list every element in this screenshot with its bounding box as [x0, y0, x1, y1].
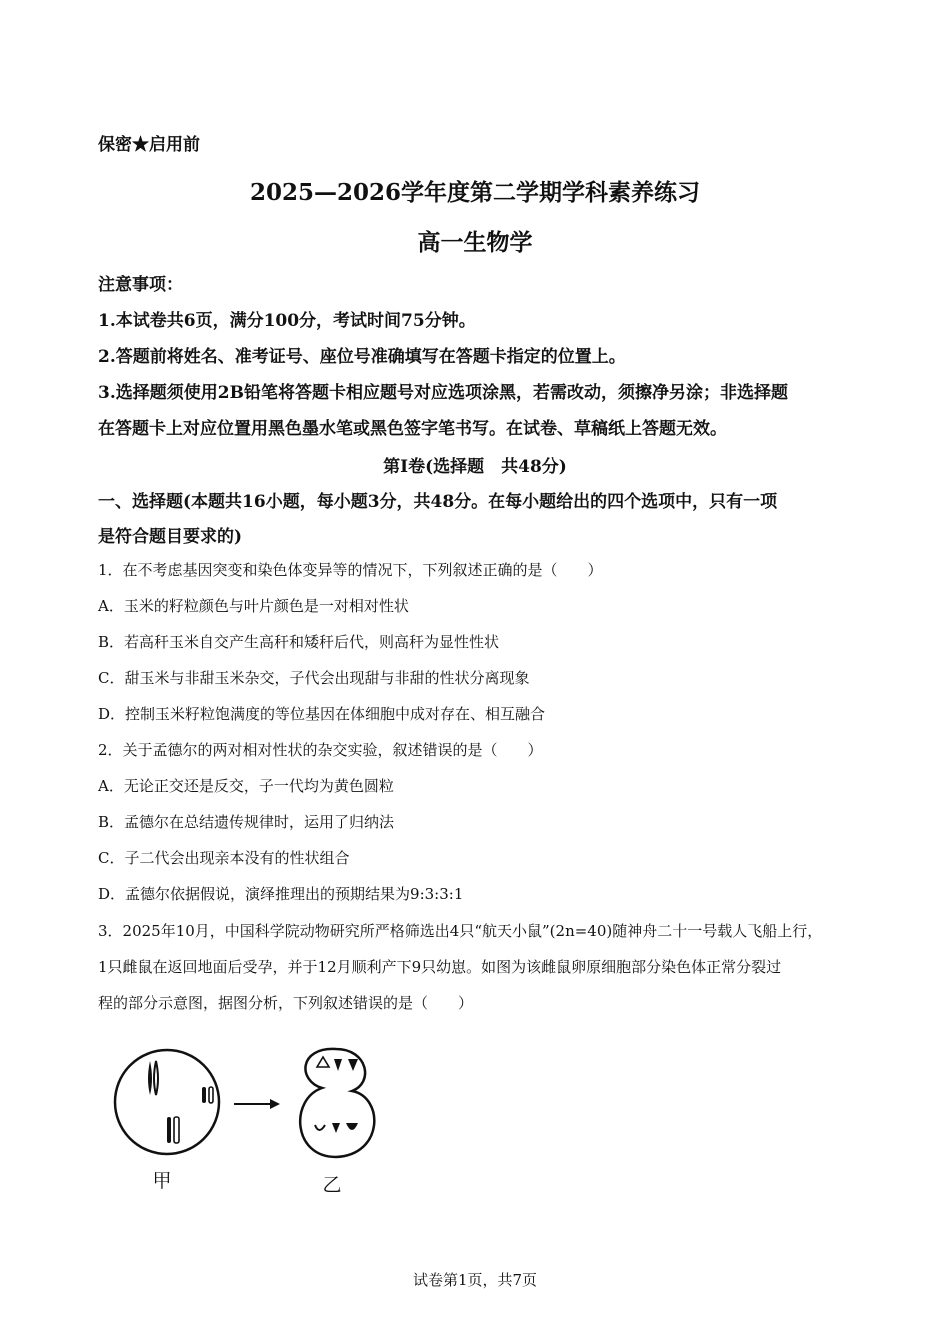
page-title: 2025—2026学年度第二学期学科素养练习 — [249, 179, 701, 206]
question-2-option-b: B．孟德尔在总结遗传规律时，运用了归纳法 — [98, 813, 395, 831]
question-1-option-d: D．控制玉米籽粒饱满度的等位基因在体细胞中成对存在、相互融合 — [98, 705, 546, 723]
question-1-option-c: C．甜玉米与非甜玉米杂交，子代会出现甜与非甜的性状分离现象 — [98, 669, 530, 687]
figure-label-jia: 甲 — [152, 1170, 172, 1192]
question-2-option-a: A．无论正交还是反交，子一代均为黄色圆粒 — [98, 777, 394, 795]
note-item: 1.本试卷共6页，满分100分，考试时间75分钟。 — [98, 311, 476, 331]
note-item: 3.选择题须使用2B铅笔将答题卡相应题号对应选项涂黑，若需改动，须擦净另涂；非选择题 — [98, 383, 788, 403]
question-2-option-c: C．子二代会出现亲本没有的性状组合 — [98, 849, 350, 867]
question-1-option-b: B．若高秆玉米自交产生高秆和矮秆后代，则高秆为显性性状 — [98, 633, 500, 651]
page-footer: 试卷第1页，共7页 — [412, 1271, 538, 1289]
arrow-icon — [234, 1099, 280, 1109]
cell-division-figure — [112, 1045, 392, 1195]
confidential-label: 保密★启用前 — [98, 135, 200, 155]
notes-heading: 注意事项： — [98, 275, 183, 295]
cell-jia — [115, 1050, 219, 1154]
page-subtitle: 高一生物学 — [417, 229, 533, 256]
note-item: 在答题卡上对应位置用黑色墨水笔或黑色签字笔书写。在试卷、草稿纸上答题无效。 — [98, 419, 727, 439]
figure-label-yi: 乙 — [322, 1174, 342, 1195]
question-2-stem: 2．关于孟德尔的两对相对性状的杂交实验，叙述错误的是（ ） — [98, 741, 543, 759]
question-1-option-a: A．玉米的籽粒颜色与叶片颜色是一对相对性状 — [98, 597, 409, 615]
question-3-stem: 1只雌鼠在返回地面后受孕，并于12月顺利产下9只幼崽。如图为该雌鼠卵原细胞部分染色体正常分裂过 — [98, 958, 782, 976]
cell-yi — [300, 1049, 374, 1157]
question-2-option-d: D．孟德尔依据假说，演绎推理出的预期结果为9:3:3:1 — [98, 885, 464, 903]
section-title: 第Ⅰ卷(选择题 共48分) — [383, 457, 567, 477]
note-item: 2.答题前将姓名、准考证号、座位号准确填写在答题卡指定的位置上。 — [98, 347, 626, 367]
question-1-stem: 1．在不考虑基因突变和染色体变异等的情况下，下列叙述正确的是（ ） — [98, 561, 603, 579]
question-3-stem: 3．2025年10月，中国科学院动物研究所严格筛选出4只“航天小鼠”(2n=40)随神舟二十一号载人飞船上行， — [98, 922, 823, 940]
section-instruction: 一、选择题(本题共16小题，每小题3分，共48分。在每小题给出的四个选项中，只有一项 — [98, 492, 778, 512]
section-instruction: 是符合题目要求的) — [98, 527, 243, 547]
question-3-stem: 程的部分示意图，据图分析，下列叙述错误的是（ ） — [98, 994, 474, 1012]
